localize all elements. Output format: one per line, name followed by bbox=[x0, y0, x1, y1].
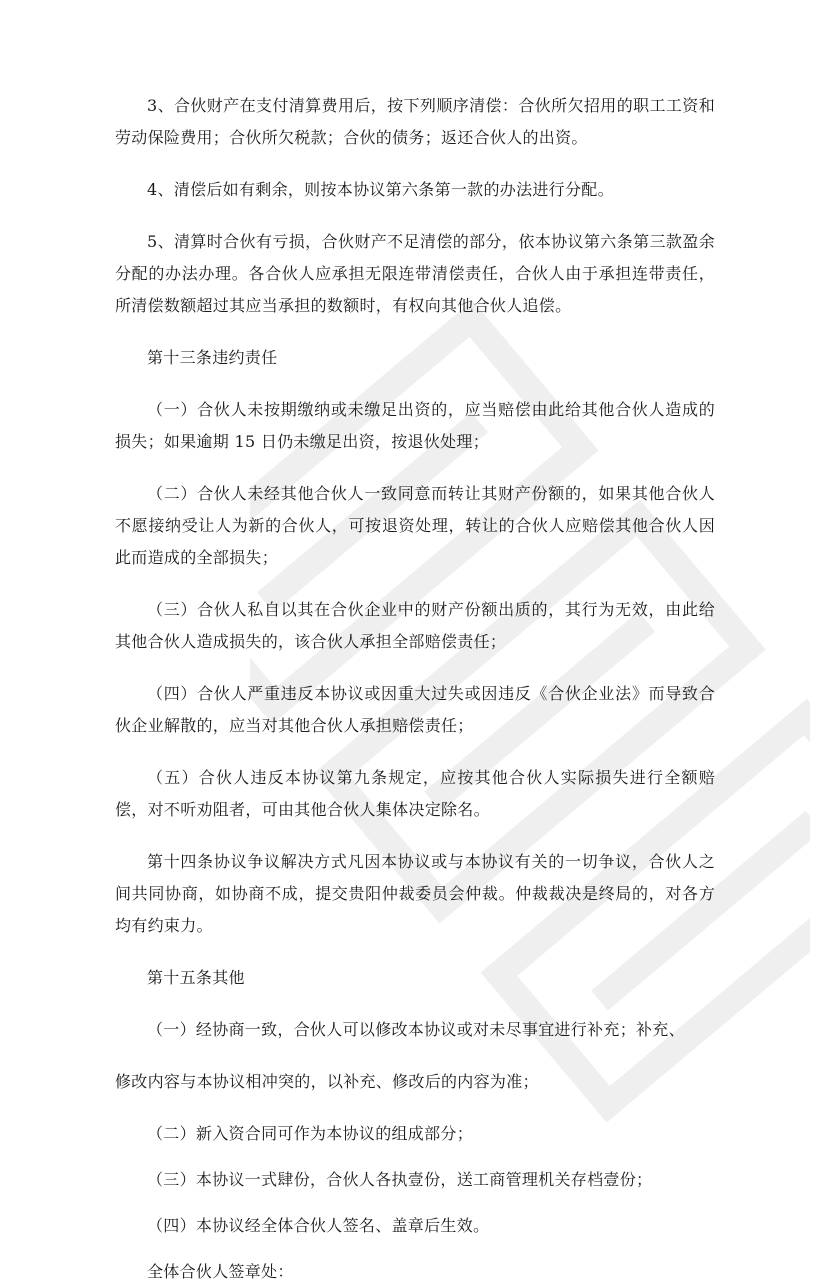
clause-12-item-3: 3、合伙财产在支付清算费用后，按下列顺序清偿：合伙所欠招用的职工工资和劳动保险费用；合伙所欠税款；合伙的债务；返还合伙人的出资。 bbox=[115, 96, 715, 147]
clause-13-item-5: （五）合伙人违反本协议第九条规定，应按其他合伙人实际损失进行全额赔偿，对不听劝阻者，可由其他合伙人集体决定除名。 bbox=[115, 768, 715, 819]
document-body bbox=[115, 90, 715, 1288]
clause-15-heading: 第十五条其他 bbox=[147, 968, 245, 987]
clause-13-item-3: （三）合伙人私自以其在合伙企业中的财产份额出质的，其行为无效，由此给其他合伙人造成损失的，该合伙人承担全部赔偿责任； bbox=[115, 600, 715, 651]
clause-13-item-1: （一）合伙人未按期缴纳或未缴足出资的，应当赔偿由此给其他合伙人造成的损失；如果逾期 15 日仍未缴足出资，按退伙处理； bbox=[115, 400, 715, 451]
clause-13-item-2: （二）合伙人未经其他合伙人一致同意而转让其财产份额的，如果其他合伙人不愿接纳受让人为新的合伙人，可按退资处理，转让的合伙人应赔偿其他合伙人因此而造成的全部损失； bbox=[115, 484, 715, 567]
clause-15-item-1: （一）经协商一致，合伙人可以修改本协议或对未尽事宜进行补充；补充、 bbox=[147, 1020, 685, 1039]
clause-13-item-4: （四）合伙人严重违反本协议或因重大过失或因违反《合伙企业法》而导致合伙企业解散的，应当对其他合伙人承担赔偿责任； bbox=[115, 684, 715, 735]
clause-15-item-4: （四）本协议经全体合伙人签名、盖章后生效。 bbox=[147, 1216, 490, 1235]
clause-15-item-3: （三）本协议一式肆份，合伙人各执壹份，送工商管理机关存档壹份； bbox=[147, 1170, 653, 1189]
clause-15-item-1-continued: 修改内容与本协议相冲突的，以补充、修改后的内容为准； bbox=[115, 1072, 539, 1091]
clause-12-item-5: 5、清算时合伙有亏损，合伙财产不足清偿的部分，依本协议第六条第三款盈余分配的办法办理。各合伙人应承担无限连带清偿责任，合伙人由于承担连带责任，所清偿数额超过其应当承担的数额时，有权向其他合伙人追偿。 bbox=[115, 232, 715, 315]
clause-12-item-4: 4、清偿后如有剩余，则按本协议第六条第一款的办法进行分配。 bbox=[147, 180, 614, 199]
clause-13-heading: 第十三条违约责任 bbox=[147, 348, 278, 367]
signature-label: 全体合伙人签章处： bbox=[147, 1262, 294, 1281]
clause-15-item-2: （二）新入资合同可作为本协议的组成部分； bbox=[147, 1124, 474, 1143]
clause-14-dispute-resolution: 第十四条协议争议解决方式凡因本协议或与本协议有关的一切争议，合伙人之间共同协商，如协商不成，提交贵阳仲裁委员会仲裁。仲裁裁决是终局的，对各方均有约束力。 bbox=[115, 852, 715, 935]
